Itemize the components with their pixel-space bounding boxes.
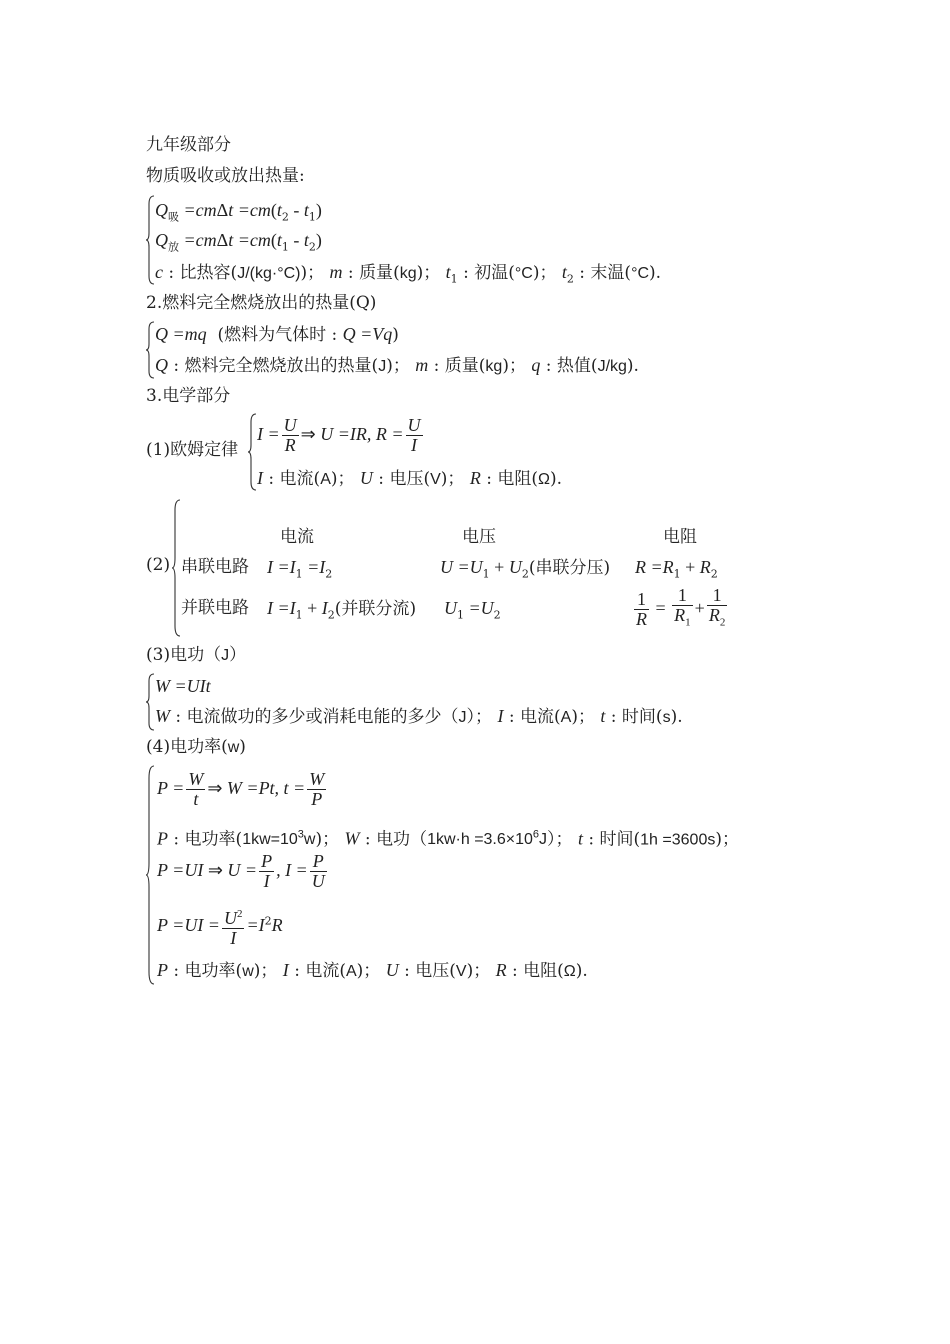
series-label: 串联电路 bbox=[181, 557, 249, 577]
parallel-label: 并联电路 bbox=[181, 598, 249, 618]
elec-title: 3.电学部分 bbox=[146, 386, 231, 406]
heat-title: 物质吸收或放出热量: bbox=[146, 166, 305, 186]
heat-absorb-formula: $Q_吸 =cm\Delta t =cm(t_2 - t_1)$ bbox=[155, 200, 322, 224]
col-voltage: 电压 bbox=[462, 527, 496, 547]
col-resistance: 电阻 bbox=[663, 527, 697, 547]
circuit-label: (2) bbox=[146, 555, 171, 575]
fuel-variables: Q : 燃料完全燃烧放出的热量(J)； m : 质量(kg)； q : 热值(J/kg). bbox=[155, 355, 639, 376]
parallel-voltage-formula: $U_1 =U_2$ bbox=[444, 598, 501, 622]
heat-release-formula: $Q_放 =cm\Delta t =cm(t_1 - t_2)$ bbox=[155, 230, 322, 254]
heat-variables: c : 比热容(J/(kg·°C))； m : 质量(kg)； $t_1$ : 初温(°C)； $t_2$ : 末温(°C). bbox=[155, 262, 662, 286]
series-voltage-formula: $U =U_1 + U_2$(串联分压) bbox=[440, 557, 611, 581]
series-current-formula: $I =I_1 =I_2$ bbox=[267, 557, 333, 581]
parallel-resistance-formula: $\frac{1}{R}$ = $\frac{1}{R_1}$ + $\frac{1}{R_2}$ bbox=[636, 585, 726, 629]
power-label: (4)电功率(w) bbox=[146, 737, 246, 757]
col-current: 电流 bbox=[280, 527, 314, 547]
ohm-formula: I = $\frac{U}{R}$ ⇒ U =IR, R = $\frac{U}{I}$ bbox=[257, 415, 421, 455]
power-formula-3: P =UI = $\frac{U^2}{I}$ $=I^2R$ bbox=[157, 905, 283, 951]
series-resistance-formula: $R =R_1 + R_2$ bbox=[635, 557, 718, 581]
ohm-label: (1)欧姆定律 bbox=[146, 440, 239, 460]
power-variables-1: P : 电功率$(1kw=10^3w)$； W : 电功$(1kw\cdot h =3.6\times 10^6J)$； t : 时间(1h =3600s)； bbox=[157, 828, 739, 850]
work-label: (3)电功（J） bbox=[146, 645, 247, 665]
power-formula-2: P =UI ⇒ U = $\frac{P}{I}$ , I = $\frac{P}{U}$ bbox=[157, 851, 325, 891]
ohm-variables: I : 电流(A)； U : 电压(V)； R : 电阻(Ω). bbox=[257, 468, 563, 489]
work-variables: W : 电流做功的多少或消耗电能的多少（J）； I : 电流(A)； t : 时间(s). bbox=[155, 706, 683, 727]
fuel-formula: Q =mq (燃料为气体时 : Q =Vq) bbox=[155, 324, 399, 345]
work-formula: W =UIt bbox=[155, 676, 211, 696]
power-brace bbox=[146, 766, 156, 984]
power-formula-1: P = $\frac{W}{t}$ ⇒ W =Pt, t = $\frac{W}{P}$ bbox=[157, 769, 325, 809]
power-variables-2: P : 电功率(w)； I : 电流(A)； U : 电压(V)； R : 电阻(Ω). bbox=[157, 960, 588, 981]
parallel-current-formula: $I =I_1 + I_2$(并联分流) bbox=[267, 598, 417, 622]
section-title: 九年级部分 bbox=[146, 135, 231, 155]
fuel-title: 2.燃料完全燃烧放出的热量(Q) bbox=[146, 293, 377, 313]
